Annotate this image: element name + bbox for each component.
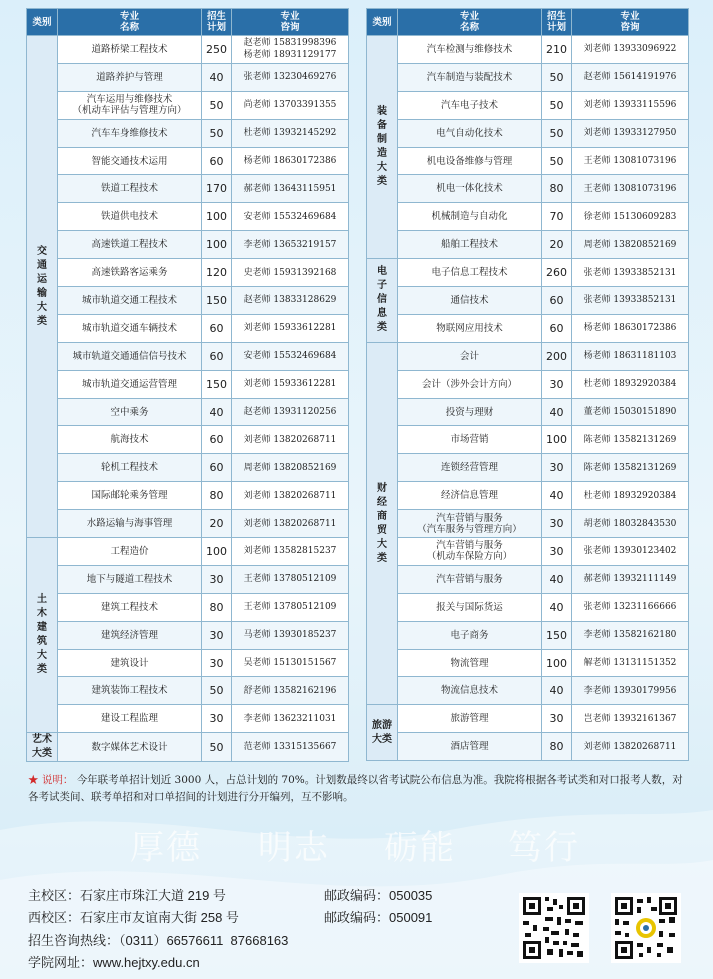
note-label: 说明： — [41, 774, 74, 786]
plan-cell: 30 — [542, 370, 572, 398]
note-text: 今年联考单招计划近 3000 人，占总计划的 70%。计划数最终以省考试院公布信息为准。我院将根据各考试类和对口报考人数，对各考试类间、联考单招和对口单招间的计划进行分开编列，互不影响。 — [28, 774, 683, 803]
table-row — [367, 91, 689, 119]
table-row — [367, 175, 689, 203]
plan-cell: 20 — [542, 231, 572, 259]
major-cell: 建设工程监理 — [58, 705, 202, 733]
major-cell: 船舶工程技术 — [398, 231, 542, 259]
major-cell: 高速铁路客运乘务 — [58, 259, 202, 287]
plan-cell: 50 — [202, 91, 232, 119]
contact-cell: 安老师 15532469684 — [232, 203, 349, 231]
major-cell: 汽车营销与服务 （机动车保险方向） — [398, 538, 542, 566]
major-cell: 城市轨道交通车辆技术 — [58, 314, 202, 342]
major-cell: 建筑装饰工程技术 — [58, 677, 202, 705]
contact-cell: 尚老师 13703391355 — [232, 91, 349, 119]
contact-cell: 刘老师 15933612281 — [232, 370, 349, 398]
major-cell: 经济信息管理 — [398, 482, 542, 510]
motto-word: 砺能 — [384, 828, 456, 868]
table-row — [367, 705, 689, 733]
west-campus-address: 西校区：石家庄市友谊南大街 258 号 — [28, 910, 239, 925]
table-row — [27, 426, 349, 454]
header-contact: 专业 咨询 — [572, 9, 689, 36]
header-contact: 专业 咨询 — [232, 9, 349, 36]
contact-cell: 安老师 15532469684 — [232, 342, 349, 370]
contact-cell: 张老师 13930123402 — [572, 538, 689, 566]
contact-cell: 李老师 13653219157 — [232, 231, 349, 259]
major-cell: 铁道供电技术 — [58, 203, 202, 231]
table-row — [367, 733, 689, 761]
major-cell: 汽车制造与装配技术 — [398, 63, 542, 91]
plan-cell: 30 — [202, 565, 232, 593]
category-cell — [27, 733, 58, 762]
table-row — [27, 36, 349, 64]
category-cell — [367, 36, 398, 259]
table-row — [27, 621, 349, 649]
plan-cell: 210 — [542, 36, 572, 64]
contact-cell: 张老师 13933852131 — [572, 259, 689, 287]
contact-cell: 杜老师 18932920384 — [572, 370, 689, 398]
contact-cell: 徐老师 15130609283 — [572, 203, 689, 231]
major-cell: 建筑设计 — [58, 649, 202, 677]
table-row — [27, 398, 349, 426]
plan-cell: 40 — [202, 63, 232, 91]
table-row — [367, 259, 689, 287]
contact-cell: 张老师 13231166666 — [572, 593, 689, 621]
motto-word: 厚德 — [130, 828, 202, 868]
header-major: 专业 名称 — [58, 9, 202, 36]
plan-cell: 30 — [542, 510, 572, 538]
contact-cell: 陈老师 13582131269 — [572, 426, 689, 454]
major-cell: 地下与隧道工程技术 — [58, 565, 202, 593]
major-cell: 机电一体化技术 — [398, 175, 542, 203]
table-row — [367, 119, 689, 147]
contact-cell: 史老师 15931392168 — [232, 259, 349, 287]
category-cell — [367, 705, 398, 761]
contact-cell: 刘老师 13582815237 — [232, 538, 349, 566]
major-cell: 数字媒体艺术设计 — [58, 733, 202, 762]
category-label: 土木建筑大类 — [37, 594, 47, 676]
contact-cell: 王老师 13081073196 — [572, 147, 689, 175]
category-cell — [27, 538, 58, 733]
footer-website[interactable]: 学院网址：www.hejtxy.edu.cn — [28, 955, 200, 970]
header-category: 类别 — [367, 9, 398, 36]
contact-cell: 岂老师 13932161367 — [572, 705, 689, 733]
main-campus-address: 主校区：石家庄市珠江大道 219 号 — [28, 888, 226, 903]
major-cell: 物流管理 — [398, 649, 542, 677]
table-row — [367, 426, 689, 454]
table-row — [367, 454, 689, 482]
plan-cell: 50 — [202, 677, 232, 705]
motto-word: 明志 — [258, 828, 330, 868]
table-row — [367, 398, 689, 426]
contact-cell: 张老师 13230469276 — [232, 63, 349, 91]
plan-cell: 100 — [542, 649, 572, 677]
contact-cell: 吴老师 15130151567 — [232, 649, 349, 677]
contact-cell: 刘老师 13820268711 — [572, 733, 689, 761]
qr-code-icon — [519, 893, 589, 963]
plan-cell: 70 — [542, 203, 572, 231]
footer-west-campus — [28, 907, 433, 926]
table-row — [27, 287, 349, 315]
contact-cell: 刘老师 13933127950 — [572, 119, 689, 147]
contact-cell: 赵老师 13833128629 — [232, 287, 349, 315]
contact-cell: 刘老师 13933115596 — [572, 91, 689, 119]
major-cell: 汽车电子技术 — [398, 91, 542, 119]
major-cell: 城市轨道交通通信信号技术 — [58, 342, 202, 370]
enrollment-table-right — [366, 8, 689, 761]
plan-cell: 30 — [542, 538, 572, 566]
major-cell: 轮机工程技术 — [58, 454, 202, 482]
major-cell: 高速铁道工程技术 — [58, 231, 202, 259]
contact-cell: 王老师 13081073196 — [572, 175, 689, 203]
plan-cell: 30 — [202, 621, 232, 649]
contact-cell: 董老师 15030151890 — [572, 398, 689, 426]
major-cell: 投资与理财 — [398, 398, 542, 426]
contact-cell: 杜老师 18932920384 — [572, 482, 689, 510]
table-row — [367, 649, 689, 677]
header-category: 类别 — [27, 9, 58, 36]
contact-cell: 李老师 13582162180 — [572, 621, 689, 649]
table-row — [367, 593, 689, 621]
contact-cell: 刘老师 13820268711 — [232, 426, 349, 454]
table-row — [367, 482, 689, 510]
plan-cell: 40 — [542, 677, 572, 705]
plan-cell: 60 — [202, 454, 232, 482]
major-cell: 智能交通技术运用 — [58, 147, 202, 175]
category-label: 旅游 大类 — [372, 719, 392, 745]
contact-cell: 舒老师 13582162196 — [232, 677, 349, 705]
table-row — [367, 314, 689, 342]
header-plan: 招生 计划 — [202, 9, 232, 36]
contact-cell: 王老师 13780512109 — [232, 593, 349, 621]
contact-cell: 范老师 13315135667 — [232, 733, 349, 762]
major-cell: 市场营销 — [398, 426, 542, 454]
major-cell: 电子信息工程技术 — [398, 259, 542, 287]
plan-cell: 60 — [202, 314, 232, 342]
table-row — [367, 231, 689, 259]
major-cell: 道路桥梁工程技术 — [58, 36, 202, 64]
header-plan: 招生 计划 — [542, 9, 572, 36]
table-row — [367, 510, 689, 538]
table-body-left — [27, 36, 349, 762]
major-cell: 会计（涉外会计方向） — [398, 370, 542, 398]
category-label: 电子信息类 — [377, 266, 387, 334]
major-cell: 铁道工程技术 — [58, 175, 202, 203]
contact-cell: 刘老师 13820268711 — [232, 510, 349, 538]
qr-code-icon — [611, 893, 681, 963]
plan-cell: 60 — [202, 342, 232, 370]
plan-cell: 100 — [202, 203, 232, 231]
major-cell: 汽车车身维修技术 — [58, 119, 202, 147]
major-cell: 建筑经济管理 — [58, 621, 202, 649]
major-cell: 航海技术 — [58, 426, 202, 454]
plan-cell: 200 — [542, 342, 572, 370]
major-cell: 城市轨道交通工程技术 — [58, 287, 202, 315]
plan-cell: 100 — [202, 538, 232, 566]
table-row — [27, 119, 349, 147]
table-row — [27, 733, 349, 762]
category-label: 艺术 大类 — [32, 734, 52, 760]
explanation-note — [28, 772, 688, 806]
major-cell: 旅游管理 — [398, 705, 542, 733]
contact-cell: 胡老师 18032843530 — [572, 510, 689, 538]
plan-cell: 60 — [542, 314, 572, 342]
plan-cell: 40 — [542, 482, 572, 510]
footer-hotline: 招生咨询热线：（0311）66576611 87668163 — [28, 933, 289, 948]
table-row — [367, 565, 689, 593]
plan-cell: 40 — [542, 593, 572, 621]
table-row — [27, 259, 349, 287]
table-row — [27, 63, 349, 91]
contact-cell: 解老师 13131151352 — [572, 649, 689, 677]
plan-cell: 50 — [542, 63, 572, 91]
contact-cell: 赵老师 15614191976 — [572, 63, 689, 91]
plan-cell: 20 — [202, 510, 232, 538]
category-label: 交通运输大类 — [37, 245, 47, 327]
category-label: 装备制造大类 — [377, 106, 387, 188]
plan-cell: 50 — [202, 119, 232, 147]
table-row — [367, 677, 689, 705]
table-row — [27, 314, 349, 342]
major-cell: 汽车检测与维修技术 — [398, 36, 542, 64]
table-row — [27, 538, 349, 566]
plan-cell: 30 — [202, 649, 232, 677]
contact-cell: 周老师 13820852169 — [572, 231, 689, 259]
major-cell: 电子商务 — [398, 621, 542, 649]
plan-cell: 80 — [542, 733, 572, 761]
plan-cell: 250 — [202, 36, 232, 64]
table-row — [367, 621, 689, 649]
contact-cell: 王老师 13780512109 — [232, 565, 349, 593]
table-row — [27, 677, 349, 705]
plan-cell: 80 — [202, 593, 232, 621]
major-cell: 机械制造与自动化 — [398, 203, 542, 231]
table-row — [367, 147, 689, 175]
plan-cell: 170 — [202, 175, 232, 203]
plan-cell: 50 — [542, 147, 572, 175]
category-cell — [27, 36, 58, 538]
plan-cell: 260 — [542, 259, 572, 287]
contact-cell: 张老师 13933852131 — [572, 287, 689, 315]
table-row — [367, 203, 689, 231]
plan-cell: 120 — [202, 259, 232, 287]
plan-cell: 30 — [542, 705, 572, 733]
table-row — [27, 454, 349, 482]
contact-cell: 郝老师 13643115951 — [232, 175, 349, 203]
table-row — [27, 593, 349, 621]
major-cell: 连锁经营管理 — [398, 454, 542, 482]
contact-cell: 李老师 13623211031 — [232, 705, 349, 733]
table-row — [27, 203, 349, 231]
major-cell: 会计 — [398, 342, 542, 370]
category-cell — [367, 259, 398, 343]
major-cell: 物联网应用技术 — [398, 314, 542, 342]
header-major: 专业 名称 — [398, 9, 542, 36]
contact-cell: 刘老师 15933612281 — [232, 314, 349, 342]
plan-cell: 80 — [542, 175, 572, 203]
main-campus-postcode: 邮政编码：050035 — [324, 888, 433, 903]
table-row — [367, 36, 689, 64]
major-cell: 建筑工程技术 — [58, 593, 202, 621]
plan-cell: 150 — [202, 287, 232, 315]
plan-cell: 100 — [542, 426, 572, 454]
plan-cell: 30 — [542, 454, 572, 482]
table-row — [367, 538, 689, 566]
table-row — [27, 175, 349, 203]
plan-cell: 40 — [202, 398, 232, 426]
table-row — [27, 370, 349, 398]
major-cell: 道路养护与管理 — [58, 63, 202, 91]
contact-cell: 陈老师 13582131269 — [572, 454, 689, 482]
contact-cell: 李老师 13930179956 — [572, 677, 689, 705]
table-row — [27, 342, 349, 370]
table-row — [27, 482, 349, 510]
west-campus-postcode: 邮政编码：050091 — [324, 910, 433, 925]
contact-cell: 刘老师 13820268711 — [232, 482, 349, 510]
plan-cell: 150 — [202, 370, 232, 398]
plan-cell: 60 — [202, 426, 232, 454]
table-row — [27, 231, 349, 259]
table-row — [27, 91, 349, 119]
category-cell — [367, 342, 398, 705]
major-cell: 机电设备维修与管理 — [398, 147, 542, 175]
table-header-row — [367, 9, 689, 36]
table-row — [27, 147, 349, 175]
contact-cell: 杨老师 18631181103 — [572, 342, 689, 370]
plan-cell: 50 — [542, 91, 572, 119]
major-cell: 城市轨道交通运营管理 — [58, 370, 202, 398]
plan-cell: 40 — [542, 398, 572, 426]
table-body-right — [367, 36, 689, 761]
plan-cell: 40 — [542, 565, 572, 593]
contact-cell: 马老师 13930185237 — [232, 621, 349, 649]
major-cell: 空中乘务 — [58, 398, 202, 426]
motto — [0, 820, 713, 870]
table-header-row — [27, 9, 349, 36]
table-row — [367, 370, 689, 398]
contact-cell: 赵老师 13931120256 — [232, 398, 349, 426]
plan-cell: 100 — [202, 231, 232, 259]
major-cell: 国际邮轮乘务管理 — [58, 482, 202, 510]
major-cell: 酒店管理 — [398, 733, 542, 761]
plan-cell: 30 — [202, 705, 232, 733]
table-row — [27, 705, 349, 733]
motto-word: 笃行 — [508, 828, 580, 868]
plan-cell: 60 — [542, 287, 572, 315]
footer-main-campus — [28, 885, 433, 904]
plan-cell: 80 — [202, 482, 232, 510]
category-label: 财经商贸大类 — [377, 482, 387, 564]
major-cell: 报关与国际货运 — [398, 593, 542, 621]
contact-cell: 周老师 13820852169 — [232, 454, 349, 482]
enrollment-table-left — [26, 8, 349, 762]
contact-cell: 杨老师 18630172386 — [232, 147, 349, 175]
star-icon: ★ — [28, 774, 39, 786]
table-row — [27, 565, 349, 593]
table-row — [27, 649, 349, 677]
contact-cell: 郝老师 13932111149 — [572, 565, 689, 593]
table-row — [367, 63, 689, 91]
major-cell: 汽车营销与服务 — [398, 565, 542, 593]
table-row — [27, 510, 349, 538]
major-cell: 水路运输与海事管理 — [58, 510, 202, 538]
major-cell: 物流信息技术 — [398, 677, 542, 705]
major-cell: 工程造价 — [58, 538, 202, 566]
plan-cell: 60 — [202, 147, 232, 175]
plan-cell: 150 — [542, 621, 572, 649]
major-cell: 汽车运用与维修技术 （机动车评估与管理方向） — [58, 91, 202, 119]
contact-cell: 杜老师 13932145292 — [232, 119, 349, 147]
table-row — [367, 342, 689, 370]
plan-cell: 50 — [542, 119, 572, 147]
contact-cell: 赵老师 15831998396 杨老师 18931129177 — [232, 36, 349, 64]
contact-cell: 杨老师 18630172386 — [572, 314, 689, 342]
plan-cell: 50 — [202, 733, 232, 762]
major-cell: 电气自动化技术 — [398, 119, 542, 147]
contact-cell: 刘老师 13933096922 — [572, 36, 689, 64]
table-row — [367, 287, 689, 315]
major-cell: 汽车营销与服务 （汽车服务与管理方向） — [398, 510, 542, 538]
major-cell: 通信技术 — [398, 287, 542, 315]
